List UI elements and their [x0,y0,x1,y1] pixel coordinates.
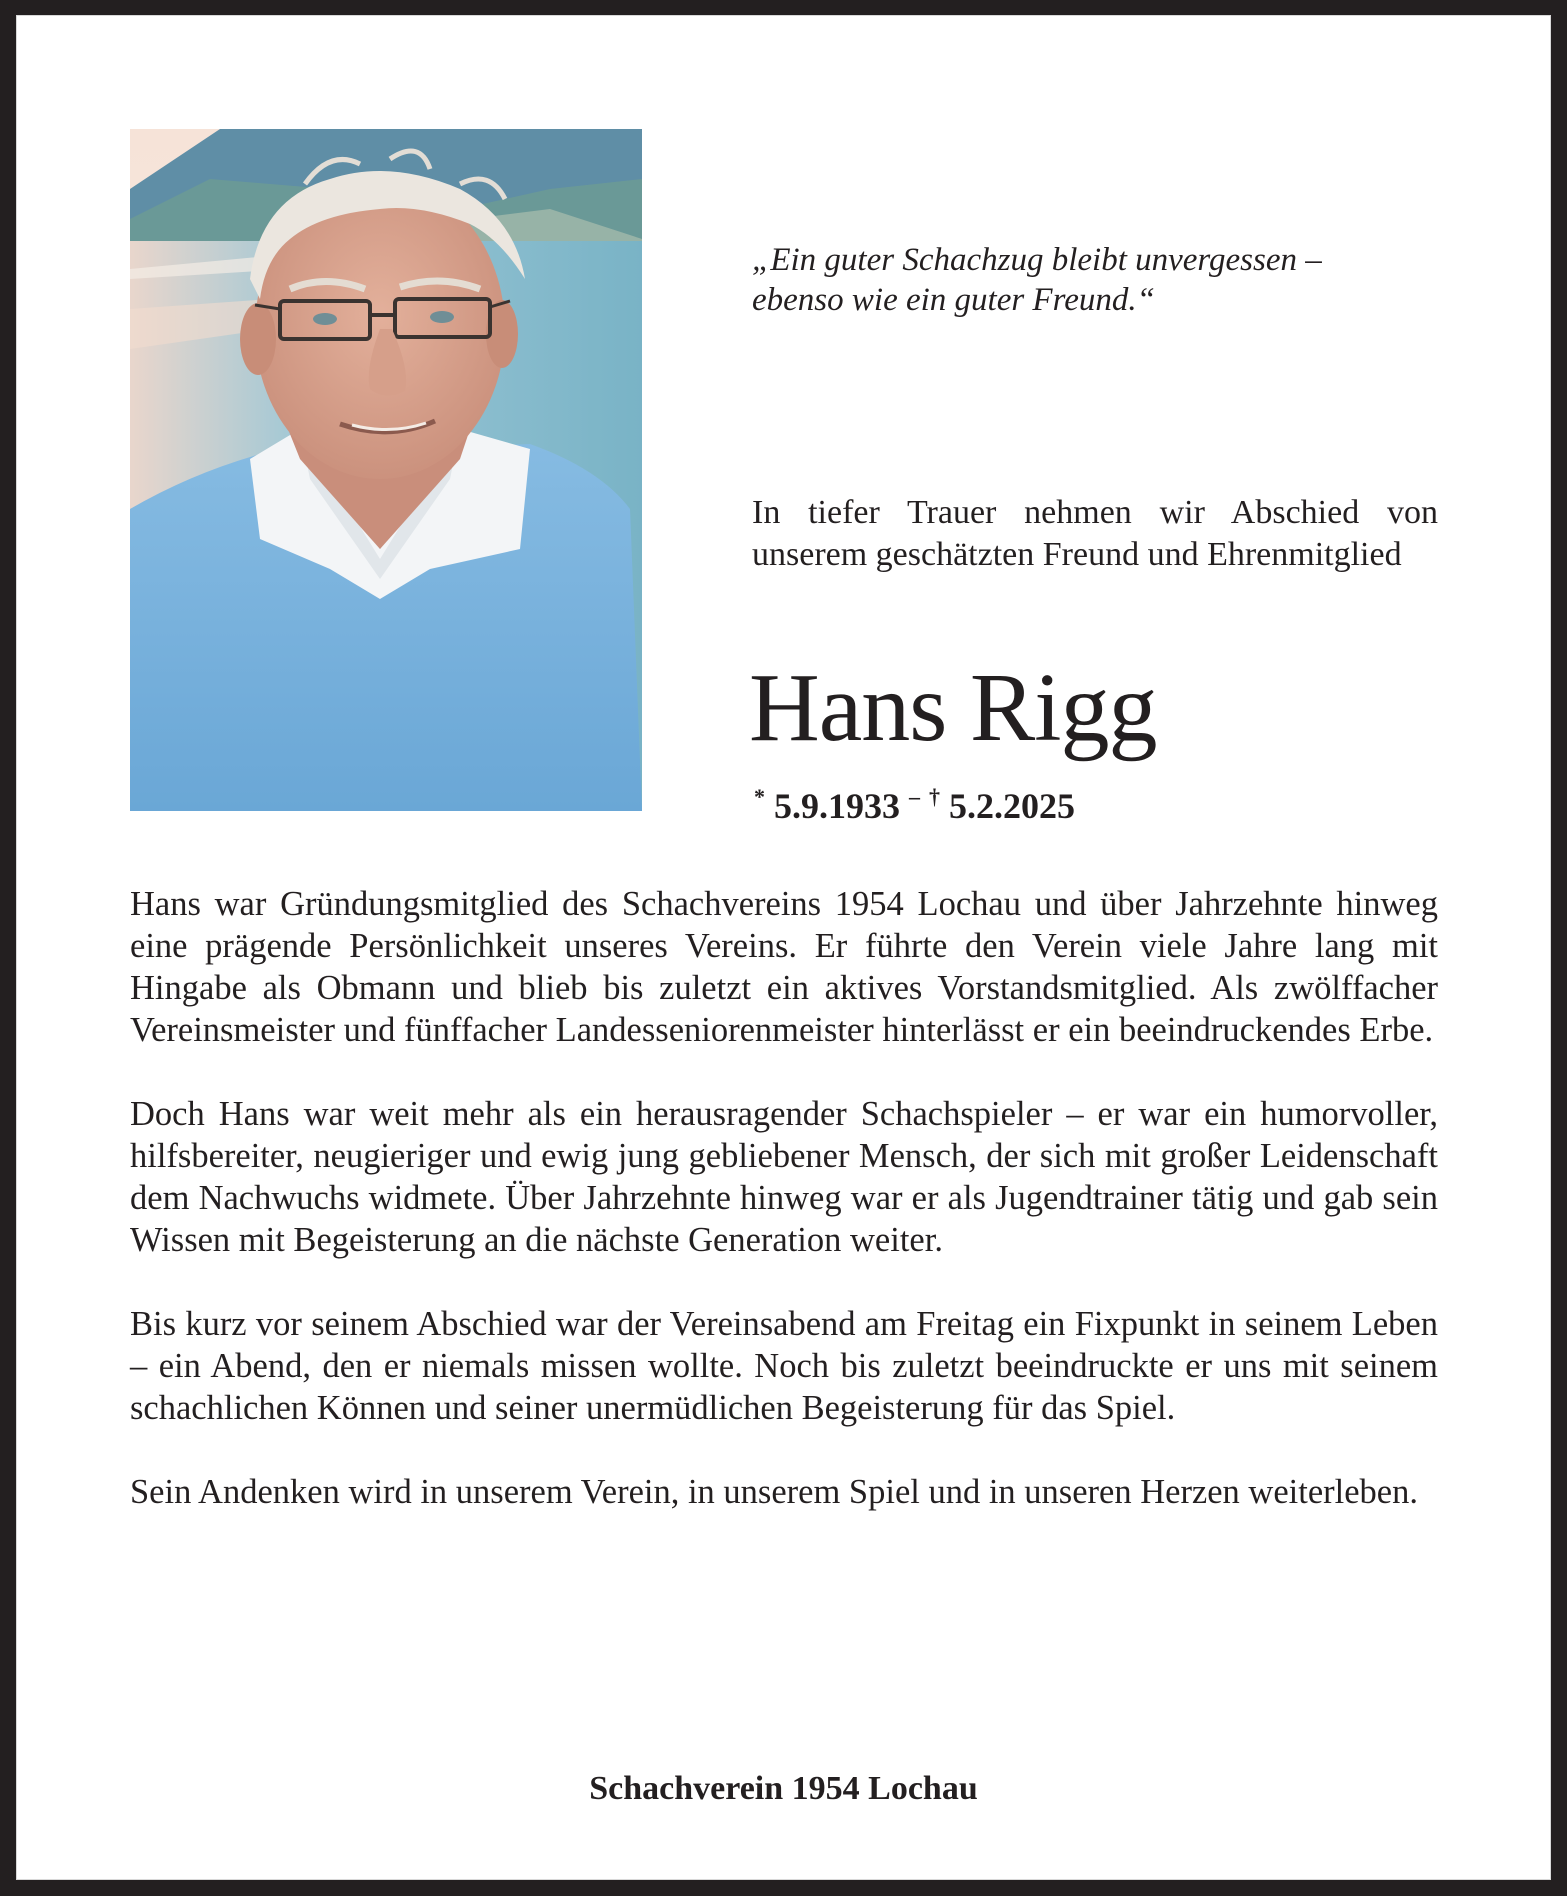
paragraph: Bis kurz vor seinem Abschied war der Vereinsabend am Freitag ein Fixpunkt in seinem Leben – ein Abend, den er niemals missen wollte. Noch bis zuletzt beeindruckte er uns mit seinem schachlichen Können und seiner unermüdlichen Begeisterung für das Spiel. [130,1305,1438,1427]
portrait-photo [130,129,642,811]
paragraph: Hans war Gründungsmitglied des Schachvereins 1954 Lochau und über Jahrzehnte hinweg eine prägende Persönlichkeit unseres Vereins. Er führte den Verein viele Jahre lang mit Hingabe als Obmann und blieb bis zuletzt ein aktives Vorstandsmitglied. Als zwölffacher Vereinsmeister und fünffacher Landesseniorenmeister hinterlässt er ein beeindruckendes Erbe. [130,885,1438,1049]
paragraph: Doch Hans war weit mehr als ein herausragender Schachspieler – er war ein humorvoller, hilfsbereiter, neugieriger und ewig jung gebliebener Mensch, der sich mit großer Leidenschaft dem Nachwuchs widmete. Über Jahrzehnte hinweg war er als Jugendtrainer tätig und gab sein Wissen mit Begeisterung an die nächste Generation weiter. [130,1095,1438,1259]
obituary-page [16,15,1551,1880]
intro-text: In tiefer Trauer nehmen wir Abschied von unserem geschätzten Freund und Ehrenmitglied [752,494,1438,573]
death-date: 5.2.2025 [949,786,1075,826]
quote-line-1: „Ein guter Schachzug bleibt unvergessen – [752,242,1322,278]
obituary-body [130,883,1438,1555]
paragraph: Sein Andenken wird in unserem Verein, in unserem Spiel und in unseren Herzen weiterleben. [130,1473,1418,1511]
quote [752,240,1472,320]
signature: Schachverein 1954 Lochau [589,1770,978,1807]
portrait-illustration [130,129,642,811]
birth-symbol: * [754,784,765,809]
quote-line-2: ebenso wie ein guter Freund.“ [752,282,1155,318]
deceased-name: Hans Rigg [749,654,1157,762]
birth-date: 5.9.1933 [774,786,900,826]
death-symbol: † [929,784,940,809]
dates-separator: – [909,784,920,809]
life-dates [754,775,1075,828]
